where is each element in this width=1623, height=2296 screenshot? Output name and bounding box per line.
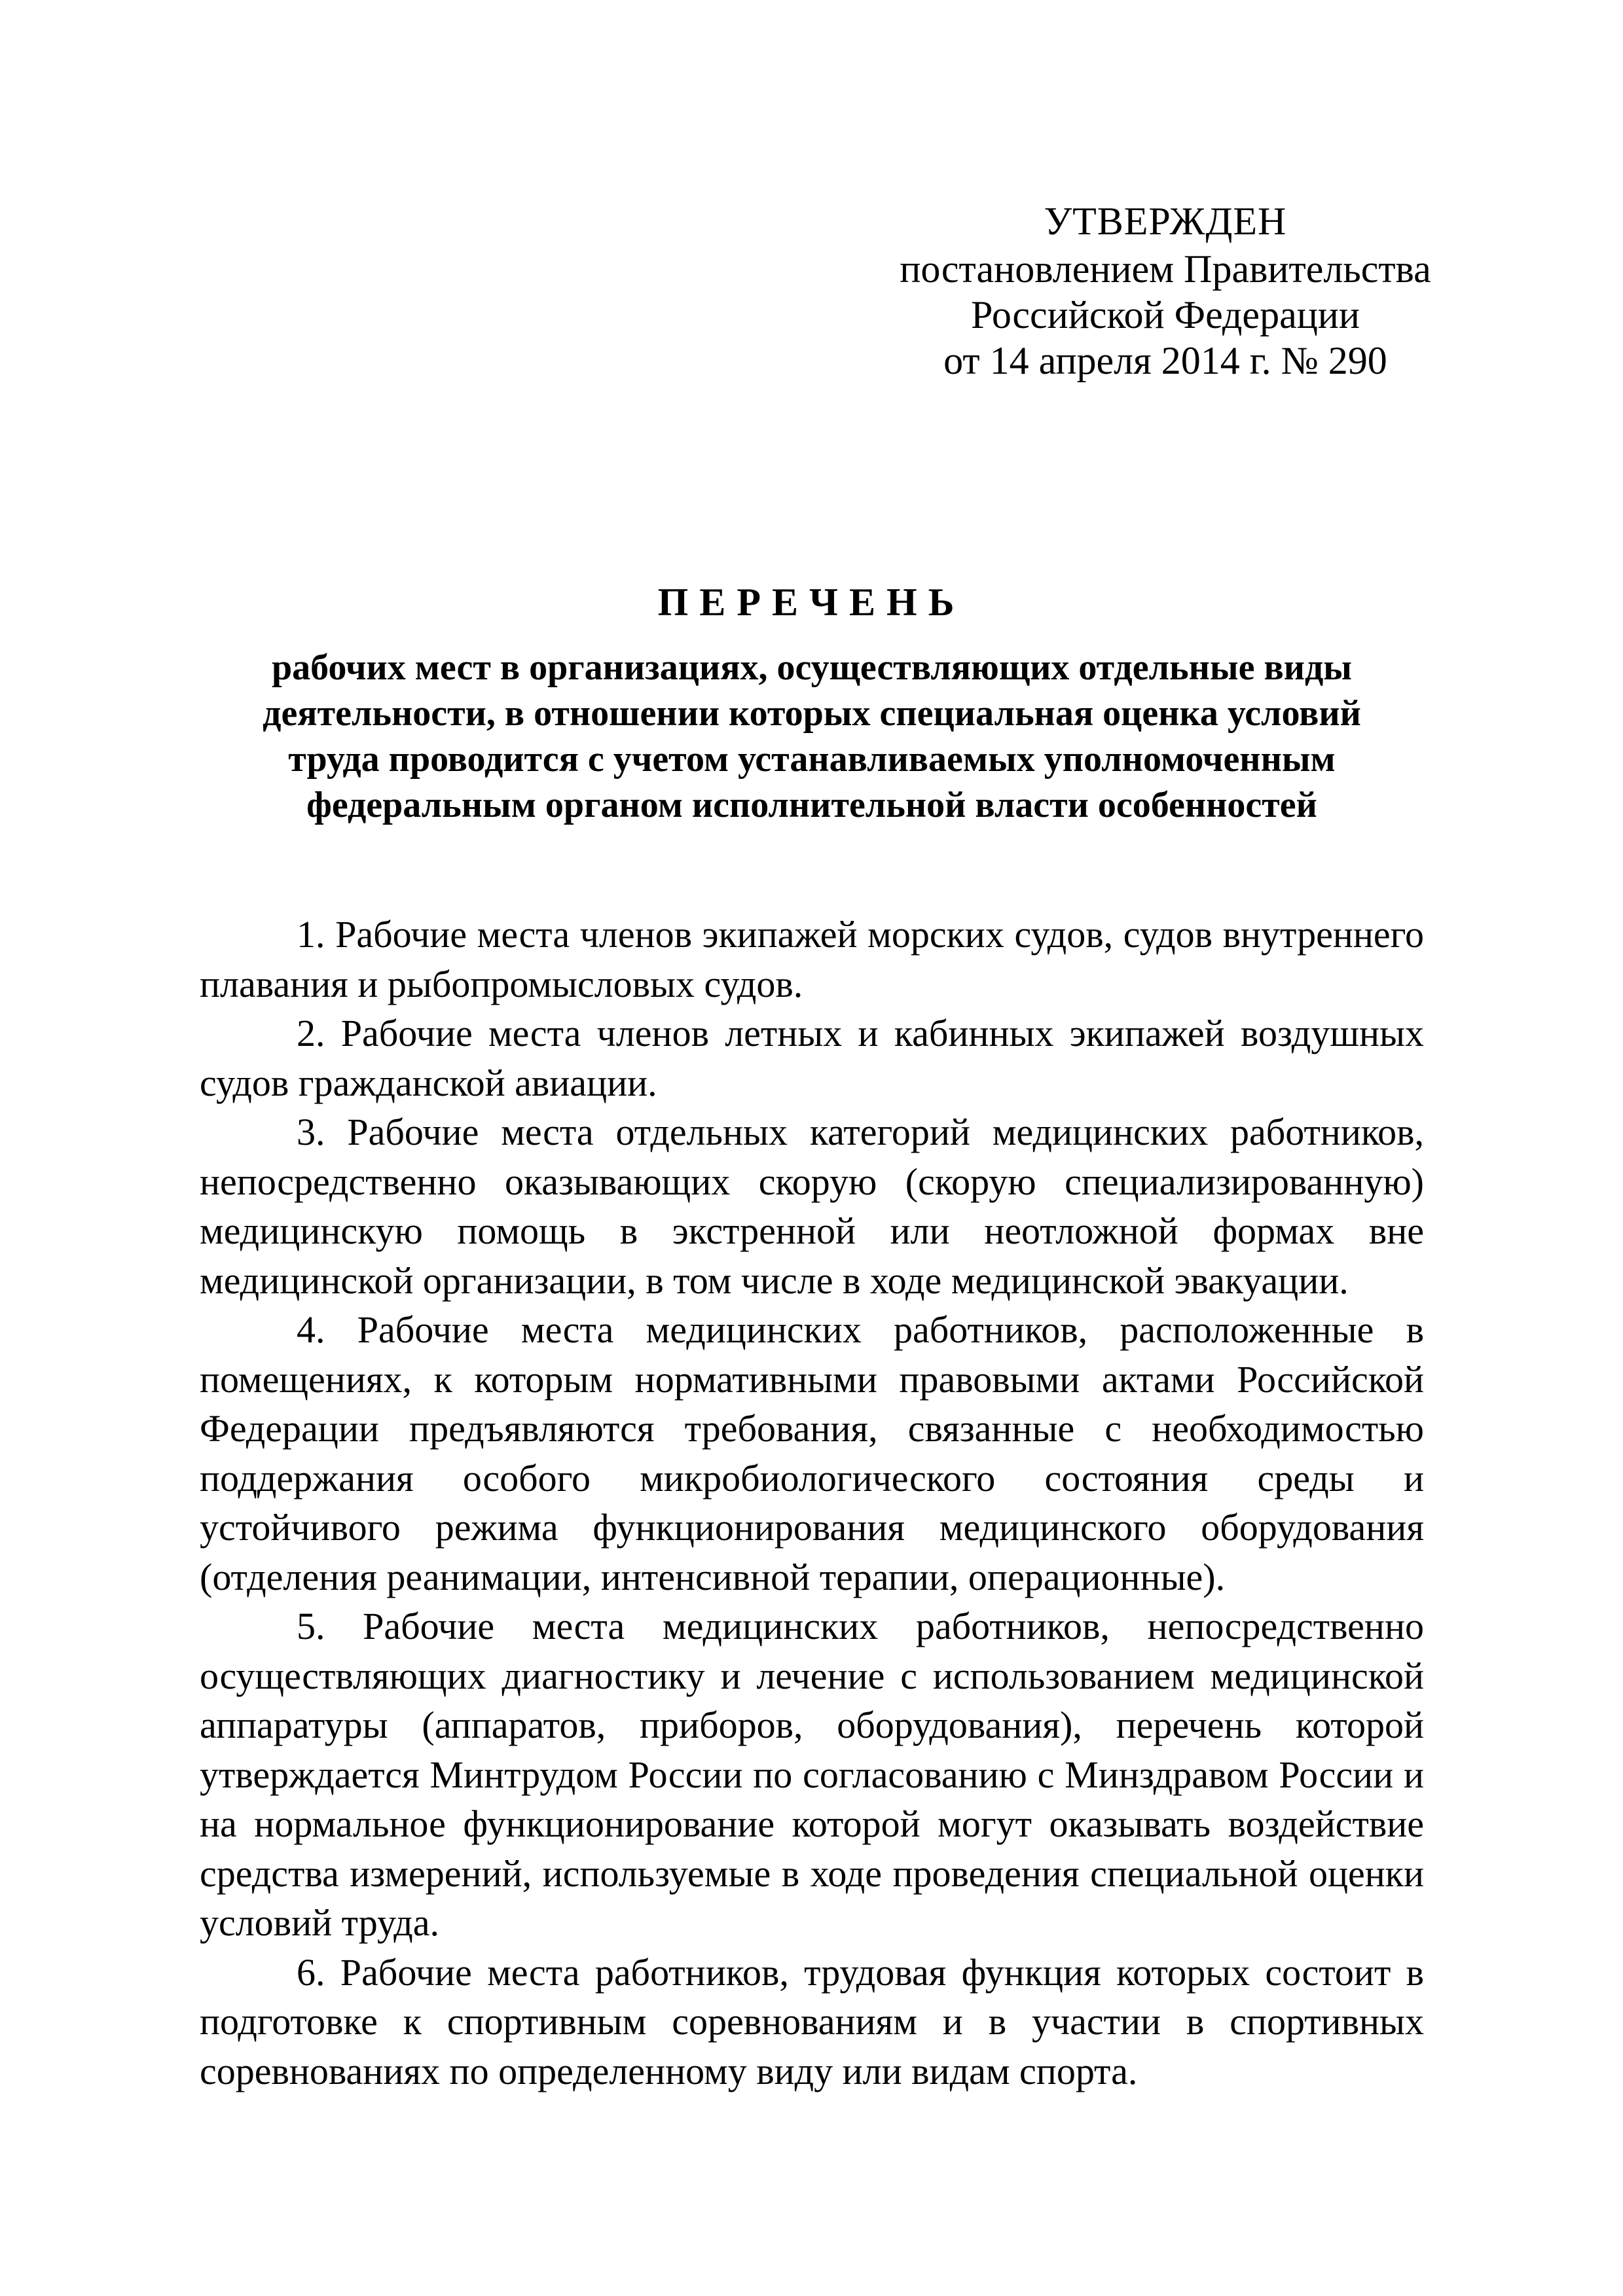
approval-stamp bbox=[838, 196, 1493, 384]
list-item: 6. Рабочие места работников, трудовая функция которых состоит в подготовке к спортивным соревнованиям и в участии в спортивных соревнованиях по определенному виду или видам спорта. bbox=[200, 1950, 1424, 2092]
document-subtitle bbox=[196, 645, 1427, 828]
subtitle-line-3: труда проводится с учетом устанавливаемых уполномоченным bbox=[288, 739, 1336, 780]
subtitle-line-1: рабочих мест в организациях, осуществляющих отдельные виды bbox=[271, 647, 1353, 688]
list-item: 4. Рабочие места медицинских работников, расположенные в помещениях, к которым нормативными правовыми актами Российской Федерации предъявляются требования, связанные с необходимостью поддержания особого микробиологического состояния среды и устойчивого режима функционирования медицинского оборудования (отделения реанимации, интенсивной терапии, операционные). bbox=[200, 1308, 1424, 1598]
list-item: 5. Рабочие места медицинских работников, непосредственно осуществляющих диагностику и лечение с использованием медицинской аппаратуры (аппаратов, приборов, оборудования), перечень которой утверждается Минтрудом России по согласованию с Минздравом России и на нормальное функционирование которой могут оказывать воздействие средства измерений, используемые в ходе проведения специальной оценки условий труда. bbox=[200, 1605, 1424, 1944]
approval-line-2: Российской Федерации bbox=[970, 293, 1360, 336]
document-title: ПЕРЕЧЕНЬ bbox=[657, 581, 966, 624]
approval-line-3: от 14 апреля 2014 г. № 290 bbox=[943, 339, 1387, 382]
list-item: 1. Рабочие места членов экипажей морских судов, судов внутреннего плавания и рыбопромысловых судов. bbox=[200, 913, 1424, 1005]
list-item: 3. Рабочие места отдельных категорий медицинских работников, непосредственно оказывающих скорую (скорую специализированную) медицинскую помощь в экстренной или неотложной формах вне медицинской организации, в том числе в ходе медицинской эвакуации. bbox=[200, 1111, 1424, 1302]
subtitle-line-4: федеральным органом исполнительной власти особенностей bbox=[306, 785, 1317, 825]
approval-line-1: постановлением Правительства bbox=[900, 247, 1431, 291]
document-body bbox=[200, 910, 1424, 2096]
subtitle-line-2: деятельности, в отношении которых специальная оценка условий bbox=[263, 693, 1361, 734]
list-item: 2. Рабочие места членов летных и кабинных экипажей воздушных судов гражданской авиации. bbox=[200, 1012, 1424, 1104]
approval-heading: УТВЕРЖДЕН bbox=[1044, 200, 1287, 243]
